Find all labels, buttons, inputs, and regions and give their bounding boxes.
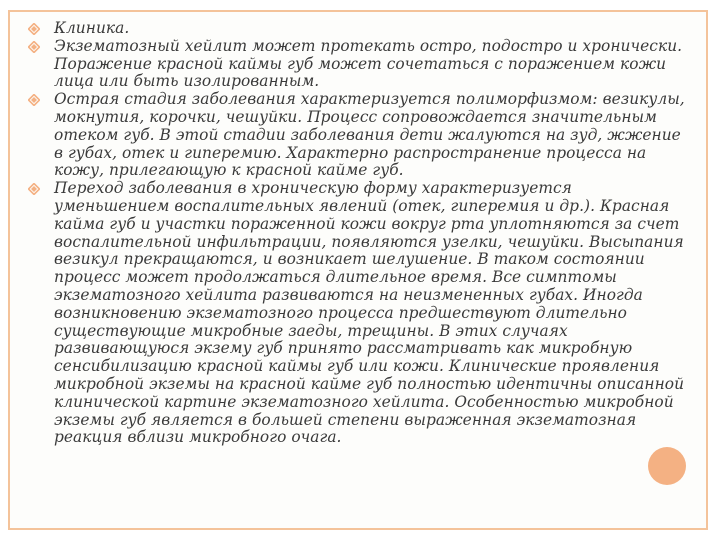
diamond-bullet-icon bbox=[28, 183, 40, 195]
bullet-item-chronic-stage bbox=[26, 180, 692, 447]
bullet-text: Острая стадия заболевания характеризуется полиморфизмом: везикулы, мокнутия, корочки, чешуйки. Процесс сопровождается значительным отеком губ. В этой стадии заболевания дети жалуются на зуд, жжение в губах, отек и гиперемию. Характерно распространение процесса на кожу, прилегающую к красной кайме губ. bbox=[54, 90, 685, 180]
diamond-bullet-icon bbox=[28, 23, 40, 35]
accent-circle bbox=[648, 447, 686, 485]
bullet-text: Клиника. bbox=[54, 19, 130, 37]
bullet-list bbox=[26, 20, 692, 447]
diamond-bullet-icon bbox=[28, 41, 40, 53]
bullet-item-course bbox=[26, 38, 692, 91]
bullet-item-clinic bbox=[26, 20, 692, 38]
bullet-text: Переход заболевания в хроническую форму характеризуется уменьшением воспалительных явлений (отек, гиперемия и др.). Красная кайма губ и участки пораженной кожи вокруг рта уплотняются за счет воспалительной инфильтрации, появляются узелки, чешуйки. Высыпания везикул прекращаются, и возникает шелушение. В таком состоянии процесс может продолжаться длительное время. Все симптомы экзематозного хейлита развиваются на неизмененных губах. Иногда возникновению экзематозного процесса предшествуют длительно существующие микробные заеды, трещины. В этих случаях развивающуюся экзему губ принято рассматривать как микробную сенсибилизацию красной каймы губ или кожи. Клинические проявления микробной экземы на красной кайме губ полностью идентичны описанной клинической картине экзематозного хейлита. Особенностью микробной экземы губ является в большей степени выраженная экзематозная реакция вблизи микробного очага. bbox=[54, 179, 685, 447]
bullet-text: Экзематозный хейлит может протекать остро, подостро и хронически. Поражение красной каймы губ может сочетаться с поражением кожи лица или быть изолированным. bbox=[54, 36, 683, 91]
bullet-item-acute-stage bbox=[26, 91, 692, 180]
slide-content bbox=[26, 20, 692, 447]
diamond-bullet-icon bbox=[28, 94, 40, 106]
